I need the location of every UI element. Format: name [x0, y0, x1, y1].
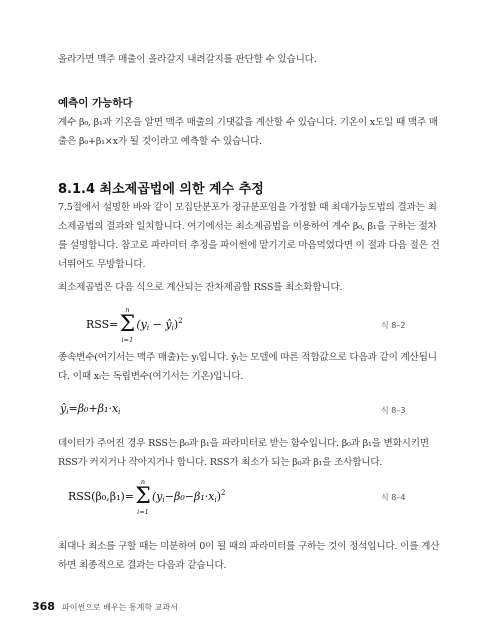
- paragraph-line: 소제곱법의 결과와 일치합니다. 여기에서는 최소제곱법을 이용하여 계수 β₀, β₁을 구하는 절차: [58, 221, 437, 232]
- book-title: 파이썬으로 배우는 통계학 교과서: [62, 603, 178, 612]
- sum-upper: n: [140, 478, 146, 486]
- eq-body: (y: [136, 318, 147, 331]
- eq-sub: i: [118, 408, 121, 416]
- sum-symbol: [118, 306, 136, 344]
- paragraph-line: 7.5절에서 설명한 바와 같이 모집단분포가 정규분포임을 가정할 때 최대가능도법의 결과는 최: [58, 202, 437, 213]
- paragraph-final: [58, 537, 450, 575]
- eq-sub: i: [171, 324, 174, 332]
- sigma-icon: Σ: [119, 312, 136, 337]
- eq-equals: =: [68, 402, 78, 415]
- equation-8-2: [86, 306, 183, 344]
- eq-sub: i: [214, 496, 217, 504]
- eq-sub: i: [162, 496, 165, 504]
- eq-equals: =: [109, 318, 119, 331]
- eq-rhs: β₀+β₁·x: [77, 402, 119, 415]
- eq-sub: i: [146, 324, 150, 332]
- eq-lhs: ŷ: [60, 402, 67, 415]
- paragraph-line: RSS가 커지거나 작아지거나 합니다. RSS가 최소가 되는 β₀과 β₁을 조사합니다.: [58, 457, 383, 468]
- eq-minus: − ŷ: [149, 318, 172, 331]
- equation-8-3: [60, 402, 120, 416]
- paragraph-rss-intro: 최소제곱법은 다음 식으로 계산되는 잔차제곱합 RSS를 최소화합니다.: [58, 282, 343, 293]
- paragraph-line: 출은 β₀+β₁×x가 될 것이라고 예측할 수 있습니다.: [58, 136, 262, 147]
- eq-power: 2: [178, 317, 183, 325]
- paragraph-line: 종속변수(여기서는 맥주 매출)는 yᵢ입니다. ŷᵢ는 모델에 따른 적합값으로 다음과 같이 계산됩니: [58, 352, 437, 363]
- eq-close: ): [216, 490, 221, 503]
- eq-sub: i: [66, 408, 69, 416]
- sum-lower: i=1: [137, 508, 149, 516]
- equation-number: 식 8–2: [381, 321, 406, 330]
- equation-number: 식 8–4: [381, 493, 406, 502]
- sum-lower: i=1: [121, 336, 134, 344]
- equation-number: 식 8–3: [381, 406, 406, 415]
- paragraph-line: 데이터가 주어진 경우 RSS는 β₀과 β₁을 파라미터로 받는 함수입니다. β₀과 β₁을 변화시키면: [58, 438, 429, 449]
- eq-rest: −β₀−β₁·x: [164, 490, 215, 503]
- paragraph-dependent: [58, 348, 450, 386]
- paragraph-line: 너뛰어도 무방합니다.: [58, 259, 146, 270]
- eq-close: ): [173, 318, 179, 331]
- sum-upper: n: [125, 306, 130, 314]
- sum-symbol: [134, 478, 152, 516]
- section-heading: 8.1.4 최소제곱법에 의한 계수 추정: [58, 182, 264, 197]
- eq-equals: =: [124, 490, 134, 503]
- sigma-icon: Σ: [135, 484, 151, 509]
- paragraph-line: 하면 최종적으로 결과는 다음과 같습니다.: [58, 560, 227, 571]
- paragraph-predict: [58, 113, 450, 151]
- paragraph-line: 최대나 최소를 구할 때는 미분하여 0이 될 때의 파라미터를 구하는 것이 정석입니다. 이를 계산: [58, 541, 440, 552]
- paragraph-line: 다. 이때 xᵢ는 독립변수(여기서는 기온)입니다.: [58, 371, 244, 382]
- heading-predict: 예측이 가능하다: [58, 97, 133, 109]
- eq-lhs: RSS(β₀,β₁): [68, 490, 125, 503]
- paragraph-least-squares: [58, 198, 450, 274]
- paragraph-top: 올라가면 맥주 매출이 올라갈지 내려갈지를 판단할 수 있습니다.: [58, 54, 317, 65]
- paragraph-data: [58, 434, 450, 472]
- equation-8-4: [68, 478, 225, 516]
- eq-body: (y: [152, 490, 163, 503]
- paragraph-line: 계수 β₀, β₁과 기온을 알면 맥주 매출의 기댓값을 계산할 수 있습니다. 기온이 x도일 때 맥주 매: [58, 117, 438, 128]
- eq-power: 2: [220, 489, 226, 497]
- paragraph-line: 를 설명합니다. 참고로 파라미터 추정을 파이썬에 맡기기로 마음먹었다면 이 절과 다음 절은 건: [58, 240, 440, 251]
- eq-lhs: RSS: [86, 318, 110, 331]
- page-number: 368: [32, 600, 55, 613]
